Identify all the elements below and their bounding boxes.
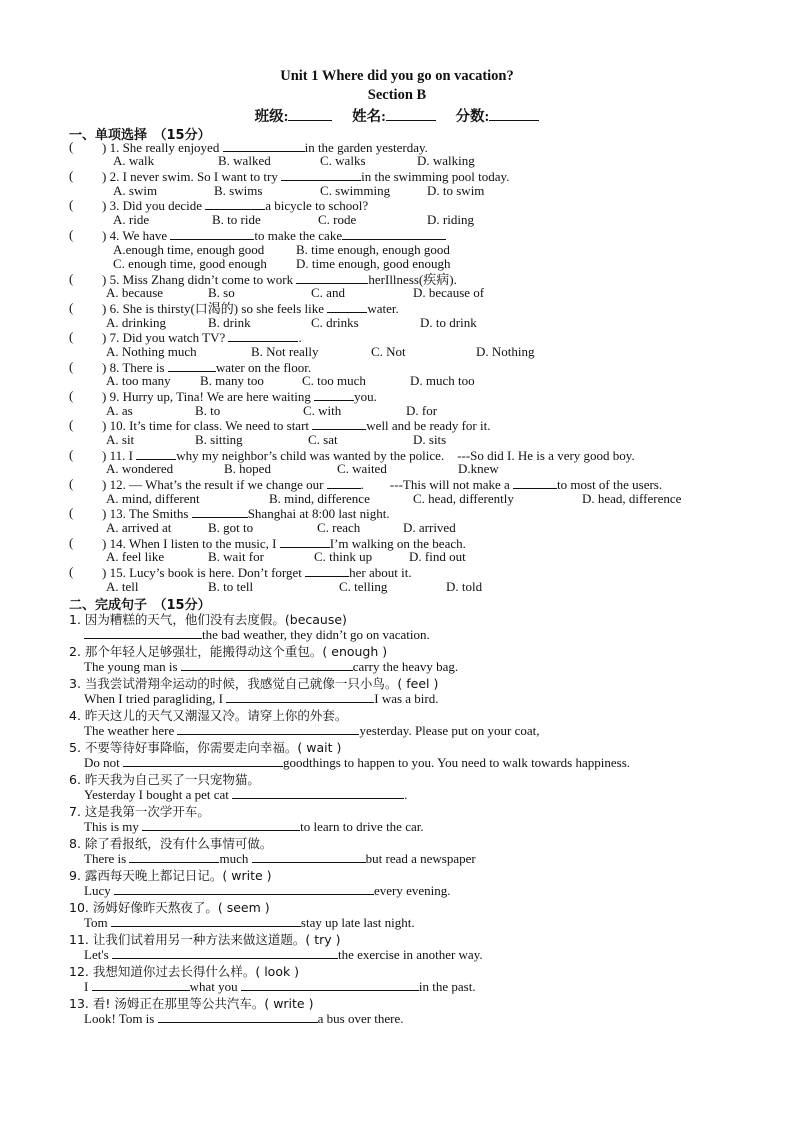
- sentence-prompt: 2. 那个年轻人足够强壮，能搬得动这个重包。( enough ): [69, 644, 388, 659]
- answer-blank[interactable]: [305, 564, 349, 577]
- option-a[interactable]: A. Nothing much: [106, 344, 197, 359]
- name-label: 姓名:: [352, 109, 386, 125]
- option-b[interactable]: B. sitting: [195, 432, 243, 447]
- question-stem: ) 8. There is water on the floor.: [102, 360, 312, 375]
- option-c[interactable]: C. Not: [371, 344, 406, 359]
- option-d[interactable]: D. to swim: [427, 183, 485, 198]
- sentence-answer: I what you in the past.: [84, 979, 476, 994]
- option-a[interactable]: A.enough time, enough good: [113, 242, 265, 257]
- option-b[interactable]: B. to tell: [208, 579, 254, 594]
- question-stem: ) 6. She is thirsty(口渴的) so she feels like water.: [102, 301, 399, 316]
- option-c[interactable]: C. rode: [318, 212, 357, 227]
- answer-blank[interactable]: [84, 626, 202, 639]
- answer-blank[interactable]: [168, 359, 216, 372]
- option-c[interactable]: C. head, differently: [413, 491, 514, 506]
- option-c[interactable]: C. think up: [314, 549, 373, 564]
- answer-paren[interactable]: (: [69, 329, 74, 344]
- option-c[interactable]: C. too much: [302, 373, 366, 388]
- section-label: Section B: [367, 87, 427, 103]
- sentence-answer: This is my to learn to drive the car.: [84, 819, 424, 834]
- part1-heading: 一、单项选择 （15分）: [69, 128, 211, 143]
- option-a[interactable]: A. feel like: [106, 549, 165, 564]
- answer-blank[interactable]: [129, 850, 219, 863]
- sentence-answer: Do not goodthings to happen to you. You need to walk towards happiness.: [84, 755, 631, 770]
- answer-paren[interactable]: (: [69, 388, 74, 403]
- answer-blank[interactable]: [228, 329, 298, 342]
- answer-blank[interactable]: [513, 476, 557, 489]
- answer-paren[interactable]: (: [69, 197, 74, 212]
- option-b[interactable]: B. many too: [200, 373, 264, 388]
- answer-blank[interactable]: [136, 447, 176, 460]
- worksheet-title: Unit 1 Where did you go on vacation?: [280, 68, 514, 84]
- answer-paren[interactable]: (: [69, 271, 74, 286]
- sentence-prompt: 8. 除了看报纸，没有什么事情可做。: [69, 836, 273, 851]
- answer-blank[interactable]: [92, 978, 190, 991]
- answer-blank[interactable]: [327, 300, 367, 313]
- student-info-line: [0, 105, 794, 126]
- option-b[interactable]: B. to ride: [212, 212, 261, 227]
- question-stem: ) 13. The Smiths Shanghai at 8:00 last night.: [102, 506, 390, 521]
- answer-blank[interactable]: [142, 818, 300, 831]
- option-c[interactable]: C. with: [303, 403, 342, 418]
- answer-paren[interactable]: (: [69, 300, 74, 315]
- option-b[interactable]: B. drink: [208, 315, 251, 330]
- sentence-answer: The weather here yesterday. Please put on your coat,: [84, 723, 540, 738]
- option-c[interactable]: C. sat: [308, 432, 338, 447]
- sentence-answer: Lucy every evening.: [84, 883, 451, 898]
- answer-blank[interactable]: [192, 505, 248, 518]
- sentence-answer: When I tried paragliding, I I was a bird.: [84, 691, 439, 706]
- sentence-prompt: 10. 汤姆好像昨天熬夜了。( seem ): [69, 900, 270, 915]
- answer-blank[interactable]: [181, 658, 353, 671]
- option-b[interactable]: B. time enough, enough good: [296, 242, 450, 257]
- option-d[interactable]: D. Nothing: [476, 344, 535, 359]
- option-a[interactable]: A. arrived at: [106, 520, 172, 535]
- name-blank[interactable]: [386, 107, 436, 121]
- answer-paren[interactable]: (: [69, 505, 74, 520]
- option-b[interactable]: B. to: [195, 403, 221, 418]
- answer-blank[interactable]: [281, 168, 361, 181]
- answer-blank[interactable]: [232, 786, 404, 799]
- question-stem: ) 2. I never swim. So I want to try in the swimming pool today.: [102, 169, 510, 184]
- option-a[interactable]: A. tell: [106, 579, 139, 594]
- part2-heading: 二、完成句子 （15分）: [69, 598, 211, 613]
- option-a[interactable]: A. because: [106, 285, 164, 300]
- answer-blank[interactable]: [111, 914, 301, 927]
- question-stem: ) 1. She really enjoyed in the garden yesterday.: [102, 140, 428, 155]
- option-c[interactable]: C. telling: [339, 579, 388, 594]
- question-stem: ) 14. When I listen to the music, I I’m walking on the beach.: [102, 536, 466, 551]
- answer-blank[interactable]: [241, 978, 419, 991]
- answer-blank[interactable]: [177, 722, 359, 735]
- answer-paren[interactable]: (: [69, 359, 74, 374]
- option-d[interactable]: D. sits: [413, 432, 447, 447]
- question-stem: ) 12. — What’s the result if we change our . ---This will not make a to most of the users.: [102, 477, 663, 492]
- question-stem: ) 9. Hurry up, Tina! We are here waiting you.: [102, 389, 377, 404]
- answer-blank[interactable]: [170, 227, 254, 240]
- option-a[interactable]: A. wondered: [106, 461, 174, 476]
- sentence-answer: Look! Tom is a bus over there.: [84, 1011, 404, 1026]
- option-c[interactable]: C. enough time, good enough: [113, 256, 267, 271]
- sentence-prompt: 6. 昨天我为自己买了一只宠物猫。: [69, 772, 260, 787]
- option-b[interactable]: B. Not really: [251, 344, 319, 359]
- option-b[interactable]: B. so: [208, 285, 235, 300]
- option-c[interactable]: C. drinks: [311, 315, 359, 330]
- option-c[interactable]: C. waited: [337, 461, 387, 476]
- answer-blank[interactable]: [226, 690, 374, 703]
- question-stem: ) 10. It’s time for class. We need to start well and be ready for it.: [102, 418, 491, 433]
- answer-blank[interactable]: [205, 197, 265, 210]
- answer-paren[interactable]: (: [69, 476, 74, 491]
- option-d[interactable]: D. head, difference: [582, 491, 682, 506]
- sentence-prompt: 11. 让我们试着用另一种方法来做这道题。( try ): [69, 932, 341, 947]
- sentence-answer: The young man is carry the heavy bag.: [84, 659, 459, 674]
- sentence-prompt: 7. 这是我第一次学开车。: [69, 804, 210, 819]
- class-blank[interactable]: [288, 107, 332, 121]
- option-b[interactable]: B. walked: [218, 153, 271, 168]
- answer-blank[interactable]: [223, 139, 305, 152]
- option-d[interactable]: D. much too: [410, 373, 475, 388]
- option-a[interactable]: A. swim: [113, 183, 158, 198]
- sentence-answer: Tom stay up late last night.: [84, 915, 415, 930]
- answer-blank[interactable]: [296, 271, 368, 284]
- option-d[interactable]: D. because of: [413, 285, 485, 300]
- answer-blank[interactable]: [314, 388, 354, 401]
- option-a[interactable]: A. mind, different: [106, 491, 200, 506]
- question-stem: ) 15. Lucy’s book is here. Don’t forget her about it.: [102, 565, 412, 580]
- answer-paren[interactable]: (: [69, 227, 74, 242]
- question-stem: ) 7. Did you watch TV? .: [102, 330, 302, 345]
- answer-paren[interactable]: (: [69, 535, 74, 550]
- answer-blank[interactable]: [280, 535, 330, 548]
- sentence-prompt: 5. 不要等待好事降临，你需要走向幸福。( wait ): [69, 740, 342, 755]
- option-a[interactable]: A. drinking: [106, 315, 166, 330]
- sentence-prompt: 1. 因为糟糕的天气，他们没有去度假。(because): [69, 612, 347, 627]
- question-stem: ) 11. I why my neighbor’s child was wanted by the police. ---So did I. He is a very good boy.: [102, 448, 635, 463]
- answer-blank[interactable]: [327, 476, 361, 489]
- answer-blank[interactable]: [342, 227, 446, 240]
- option-d[interactable]: D. arrived: [403, 520, 456, 535]
- question-stem: ) 5. Miss Zhang didn’t come to work herIllness(疾病).: [102, 272, 457, 287]
- answer-blank[interactable]: [252, 850, 366, 863]
- option-d[interactable]: D. find out: [409, 549, 466, 564]
- sentence-prompt: 3. 当我尝试滑翔伞运动的时候，我感觉自己就像一只小鸟。( feel ): [69, 676, 439, 691]
- answer-blank[interactable]: [312, 417, 366, 430]
- option-b[interactable]: B. hoped: [224, 461, 271, 476]
- sentence-answer: Let's the exercise in another way.: [84, 947, 483, 962]
- answer-paren[interactable]: (: [69, 139, 74, 154]
- option-c[interactable]: C. and: [311, 285, 345, 300]
- score-label: 分数:: [455, 109, 490, 125]
- option-d[interactable]: D. riding: [427, 212, 474, 227]
- score-blank[interactable]: [489, 107, 539, 121]
- option-d[interactable]: D. told: [446, 579, 483, 594]
- option-b[interactable]: B. wait for: [208, 549, 264, 564]
- option-d[interactable]: D.knew: [458, 461, 499, 476]
- option-d[interactable]: D. time enough, good enough: [296, 256, 451, 271]
- class-label: 班级:: [254, 109, 289, 125]
- sentence-prompt: 13. 看! 汤姆正在那里等公共汽车。( write ): [69, 996, 314, 1011]
- answer-paren[interactable]: (: [69, 447, 74, 462]
- option-a[interactable]: A. as: [106, 403, 133, 418]
- answer-paren[interactable]: (: [69, 417, 74, 432]
- answer-blank[interactable]: [123, 754, 283, 767]
- option-a[interactable]: A. too many: [106, 373, 171, 388]
- answer-paren[interactable]: (: [69, 168, 74, 183]
- question-stem: ) 4. We have to make the cake: [102, 227, 446, 243]
- sentence-answer: There is much but read a newspaper: [84, 851, 476, 866]
- option-a[interactable]: A. ride: [113, 212, 150, 227]
- sentence-answer: Yesterday I bought a pet cat .: [84, 787, 408, 802]
- sentence-prompt: 9. 露西每天晚上都记日记。( write ): [69, 868, 272, 883]
- sentence-prompt: 12. 我想知道你过去长得什么样。( look ): [69, 964, 300, 979]
- option-c[interactable]: C. reach: [317, 520, 361, 535]
- option-d[interactable]: D. walking: [417, 153, 475, 168]
- option-b[interactable]: B. swims: [214, 183, 263, 198]
- option-d[interactable]: D. to drink: [420, 315, 477, 330]
- option-c[interactable]: C. walks: [320, 153, 366, 168]
- option-b[interactable]: B. mind, difference: [269, 491, 370, 506]
- answer-blank[interactable]: [114, 882, 374, 895]
- answer-blank[interactable]: [112, 946, 338, 959]
- option-a[interactable]: A. sit: [106, 432, 135, 447]
- option-c[interactable]: C. swimming: [320, 183, 391, 198]
- option-b[interactable]: B. got to: [208, 520, 254, 535]
- option-d[interactable]: D. for: [406, 403, 438, 418]
- sentence-prompt: 4. 昨天这儿的天气又潮湿又冷。请穿上你的外套。: [69, 708, 348, 723]
- sentence-answer: the bad weather, they didn’t go on vacation.: [84, 626, 430, 643]
- answer-paren[interactable]: (: [69, 564, 74, 579]
- option-a[interactable]: A. walk: [113, 153, 155, 168]
- question-stem: ) 3. Did you decide a bicycle to school?: [102, 198, 369, 213]
- answer-blank[interactable]: [158, 1010, 318, 1023]
